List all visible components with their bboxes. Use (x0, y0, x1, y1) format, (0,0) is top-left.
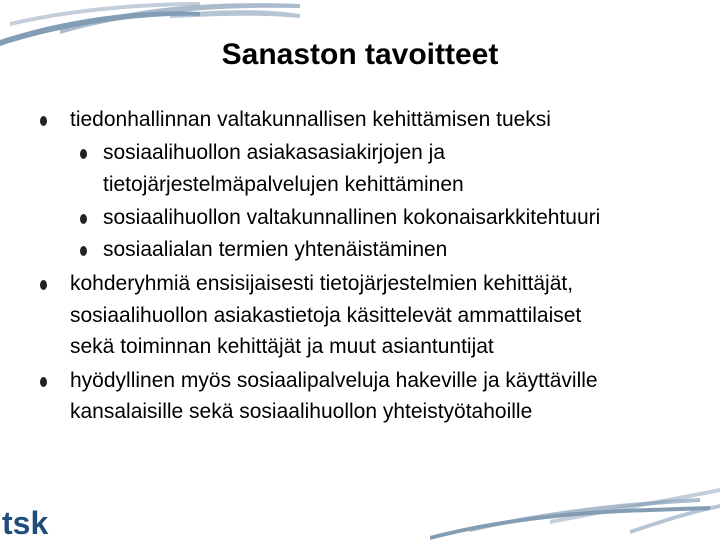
list-item: kohderyhmiä ensisijaisesti tietojärjestelmien kehittäjät, (70, 272, 574, 295)
tsk-logo (2, 506, 64, 540)
list-item: tiedonhallinnan valtakunnallisen kehittämisen tueksi (70, 108, 551, 131)
list-item-continuation: sekä toiminnan kehittäjät ja muut asiantuntijat (70, 335, 494, 358)
list-item: hyödyllinen myös sosiaalipalveluja hakeville ja käyttäville (70, 369, 598, 392)
slide-title: Sanaston tavoitteet (221, 38, 499, 71)
list-item: sosiaalihuollon asiakasasiakirjojen ja (103, 141, 446, 164)
list-item: sosiaalialan termien yhtenäistäminen (103, 238, 448, 261)
bullet-icon (80, 246, 87, 256)
list-item-continuation: tietojärjestelmäpalvelujen kehittäminen (103, 173, 464, 196)
bullet-icon (80, 149, 87, 159)
bullet-icon (80, 214, 87, 224)
bullet-icon (40, 280, 47, 290)
list-item: sosiaalihuollon valtakunnallinen kokonaisarkkitehtuuri (103, 206, 601, 229)
bullet-icon (40, 116, 47, 126)
word-cloud-decoration-bottom (430, 480, 720, 540)
list-item-continuation: kansalaisille sekä sosiaalihuollon yhteistyötahoille (70, 400, 533, 423)
list-item-continuation: sosiaalihuollon asiakastietoja käsittelevät ammattilaiset (70, 304, 582, 327)
logo-text: tsk (2, 506, 49, 540)
bullet-icon (40, 377, 47, 387)
